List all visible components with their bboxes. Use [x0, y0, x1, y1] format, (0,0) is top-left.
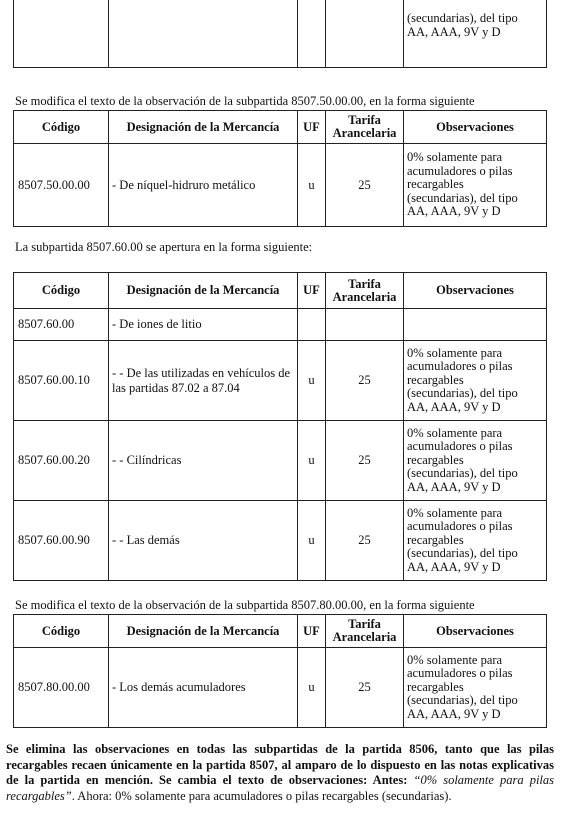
obs-line: (secundarias), del tipo	[407, 466, 518, 481]
obs-line: recargables	[407, 372, 464, 387]
header-tarifa: Tarifa Arancelaria	[326, 273, 404, 309]
table-row	[14, 144, 547, 227]
uf-cell: u	[298, 144, 326, 227]
obs-line: acumuladores o pilas	[407, 666, 513, 681]
desc-cell: - - Cilíndricas	[109, 421, 298, 501]
obs-line: recargables	[407, 679, 464, 694]
closing-plain-text: . Ahora: 0% solamente para acumuladores o pilas recargables (secundarias).	[71, 788, 452, 803]
obs-line: 0% solamente para	[407, 652, 503, 667]
closing-paragraph	[6, 742, 554, 804]
obs-line: recargables	[407, 177, 464, 192]
table-row	[14, 309, 547, 341]
tarifa-cell: 25	[326, 501, 404, 581]
desc-cell: - De iones de litio	[109, 309, 298, 341]
header-designacion: Designación de la Mercancía	[109, 111, 298, 144]
obs-line: recargables	[407, 532, 464, 547]
table-row	[14, 501, 547, 581]
desc-cell: - - Las demás	[109, 501, 298, 581]
fragment-cell	[109, 0, 298, 67]
obs-line: 0% solamente para	[407, 505, 503, 520]
obs-line: AA, AAA, 9V y D	[407, 399, 501, 414]
obs-line: AA, AAA, 9V y D	[407, 479, 501, 494]
obs-cell	[404, 341, 547, 421]
obs-line: 0% solamente para	[407, 345, 503, 360]
header-designacion: Designación de la Mercancía	[109, 615, 298, 648]
table-row	[14, 421, 547, 501]
obs-line: AA, AAA, 9V y D	[407, 706, 501, 721]
obs-line: AA, AAA, 9V y D	[407, 559, 501, 574]
header-tarifa: Tarifa Arancelaria	[326, 111, 404, 144]
obs-line: acumuladores o pilas	[407, 439, 513, 454]
uf-cell: u	[298, 501, 326, 581]
obs-line: (secundarias), del tipo	[407, 546, 518, 561]
header-uf: UF	[298, 111, 326, 144]
code-cell: 8507.80.00.00	[14, 648, 109, 728]
table-row	[14, 648, 547, 728]
header-designacion: Designación de la Mercancía	[109, 273, 298, 309]
header-observaciones: Observaciones	[404, 111, 547, 144]
caption-8507-80: Se modifica el texto de la observación de la subpartida 8507.80.00.00, en la forma siguiente	[15, 598, 475, 612]
table-8507-50	[13, 110, 546, 227]
code-cell: 8507.60.00	[14, 309, 109, 341]
table-8507-60	[13, 272, 546, 581]
header-codigo: Código	[14, 615, 109, 648]
closing-italic-quote: “0% solamente para pilas recargables”	[6, 773, 555, 803]
fragment-cell	[14, 0, 109, 67]
fragment-cell	[298, 0, 326, 67]
obs-line: (secundarias), del tipo	[407, 693, 518, 708]
obs-line: (secundarias), del tipo	[407, 11, 518, 25]
header-uf: UF	[298, 273, 326, 309]
obs-line: (secundarias), del tipo	[407, 190, 518, 205]
header-observaciones: Observaciones	[404, 273, 547, 309]
tarifa-cell: 25	[326, 648, 404, 728]
header-codigo: Código	[14, 111, 109, 144]
obs-line: acumuladores o pilas	[407, 519, 513, 534]
header-codigo: Código	[14, 273, 109, 309]
table-row	[14, 341, 547, 421]
obs-line: (secundarias), del tipo	[407, 386, 518, 401]
obs-cell	[404, 144, 547, 227]
desc-cell: - Los demás acumuladores	[109, 648, 298, 728]
obs-line: acumuladores o pilas	[407, 163, 513, 178]
obs-line: 0% solamente para	[407, 150, 503, 165]
code-cell: 8507.50.00.00	[14, 144, 109, 227]
caption-8507-60: La subpartida 8507.60.00 se apertura en la forma siguiente:	[15, 240, 313, 254]
desc-cell: - - De las utilizadas en vehículos de las partidas 87.02 a 87.04	[109, 341, 298, 421]
header-tarifa: Tarifa Arancelaria	[326, 615, 404, 648]
uf-cell: u	[298, 341, 326, 421]
desc-cell: - De níquel-hidruro metálico	[109, 144, 298, 227]
tarifa-cell: 25	[326, 421, 404, 501]
caption-8507-50: Se modifica el texto de la observación de la subpartida 8507.50.00.00, en la forma siguiente	[15, 94, 475, 108]
obs-line: AA, AAA, 9V y D	[407, 24, 501, 39]
header-uf: UF	[298, 615, 326, 648]
tarifa-cell	[326, 309, 404, 341]
obs-cell	[404, 309, 547, 341]
uf-cell	[298, 309, 326, 341]
header-observaciones: Observaciones	[404, 615, 547, 648]
table-8507-80	[13, 614, 546, 728]
obs-line: AA, AAA, 9V y D	[407, 204, 501, 219]
code-cell: 8507.60.00.90	[14, 501, 109, 581]
uf-cell: u	[298, 648, 326, 728]
tarifa-cell: 25	[326, 341, 404, 421]
fragment-cell	[326, 0, 404, 67]
obs-line: 0% solamente para	[407, 425, 503, 440]
top-table-fragment	[13, 0, 546, 68]
uf-cell: u	[298, 421, 326, 501]
obs-cell	[404, 501, 547, 581]
fragment-obs-cell	[404, 0, 547, 67]
closing-bold-text: Se elimina las observaciones en todas las subpartidas de la partida 8506, tanto que las pilas recargables recaen únicamente en la partida 8507, al amparo de lo dispuesto en las notas explicativas de la partida en mención. Se cambia el texto de observaciones: Antes:	[6, 742, 554, 787]
obs-line: acumuladores o pilas	[407, 359, 513, 374]
obs-cell	[404, 648, 547, 728]
tarifa-cell: 25	[326, 144, 404, 227]
code-cell: 8507.60.00.10	[14, 341, 109, 421]
obs-line: recargables	[407, 452, 464, 467]
obs-cell	[404, 421, 547, 501]
code-cell: 8507.60.00.20	[14, 421, 109, 501]
